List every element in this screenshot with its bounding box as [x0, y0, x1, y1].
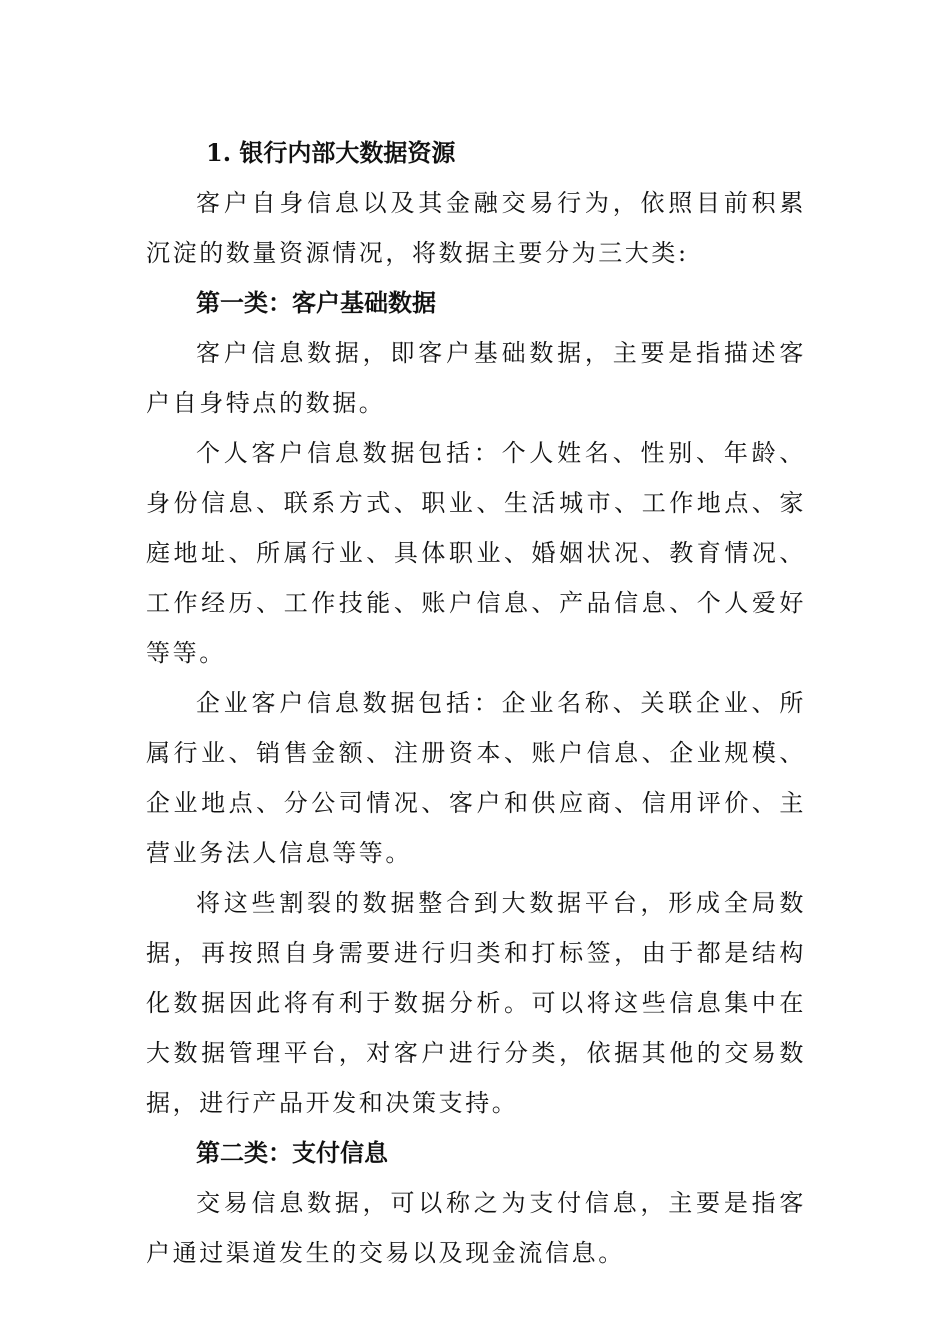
integration-paragraph: 将这些割裂的数据整合到大数据平台，形成全局数据，再按照自身需要进行归类和打标签，由于都是结构化数据因此将有利于数据分析。可以将这些信息集中在大数据管理平台，对客户进行分类，依据其他的交易数据，进行产品开发和决策支持。 [146, 889, 806, 1117]
section-heading: 1. 银行内部大数据资源 [206, 138, 456, 167]
category1-heading: 第一类：客户基础数据 [196, 288, 436, 317]
category2-heading: 第二类：支付信息 [196, 1138, 388, 1167]
enterprise-customer-paragraph: 企业客户信息数据包括：企业名称、关联企业、所属行业、销售金额、注册资本、账户信息、企业规模、企业地点、分公司情况、客户和供应商、信用评价、主营业务法人信息等等。 [146, 689, 806, 867]
category1-definition: 客户信息数据，即客户基础数据，主要是指描述客户自身特点的数据。 [146, 339, 806, 417]
intro-paragraph: 客户自身信息以及其金融交易行为，依照目前积累沉淀的数量资源情况，将数据主要分为三大类: [146, 189, 806, 267]
category2-definition: 交易信息数据，可以称之为支付信息，主要是指客户通过渠道发生的交易以及现金流信息。 [146, 1189, 806, 1267]
personal-customer-paragraph: 个人客户信息数据包括：个人姓名、性别、年龄、身份信息、联系方式、职业、生活城市、工作地点、家庭地址、所属行业、具体职业、婚姻状况、教育情况、工作经历、工作技能、账户信息、产品信息、个人爱好等等。 [146, 439, 806, 667]
document-page [146, 128, 806, 1278]
